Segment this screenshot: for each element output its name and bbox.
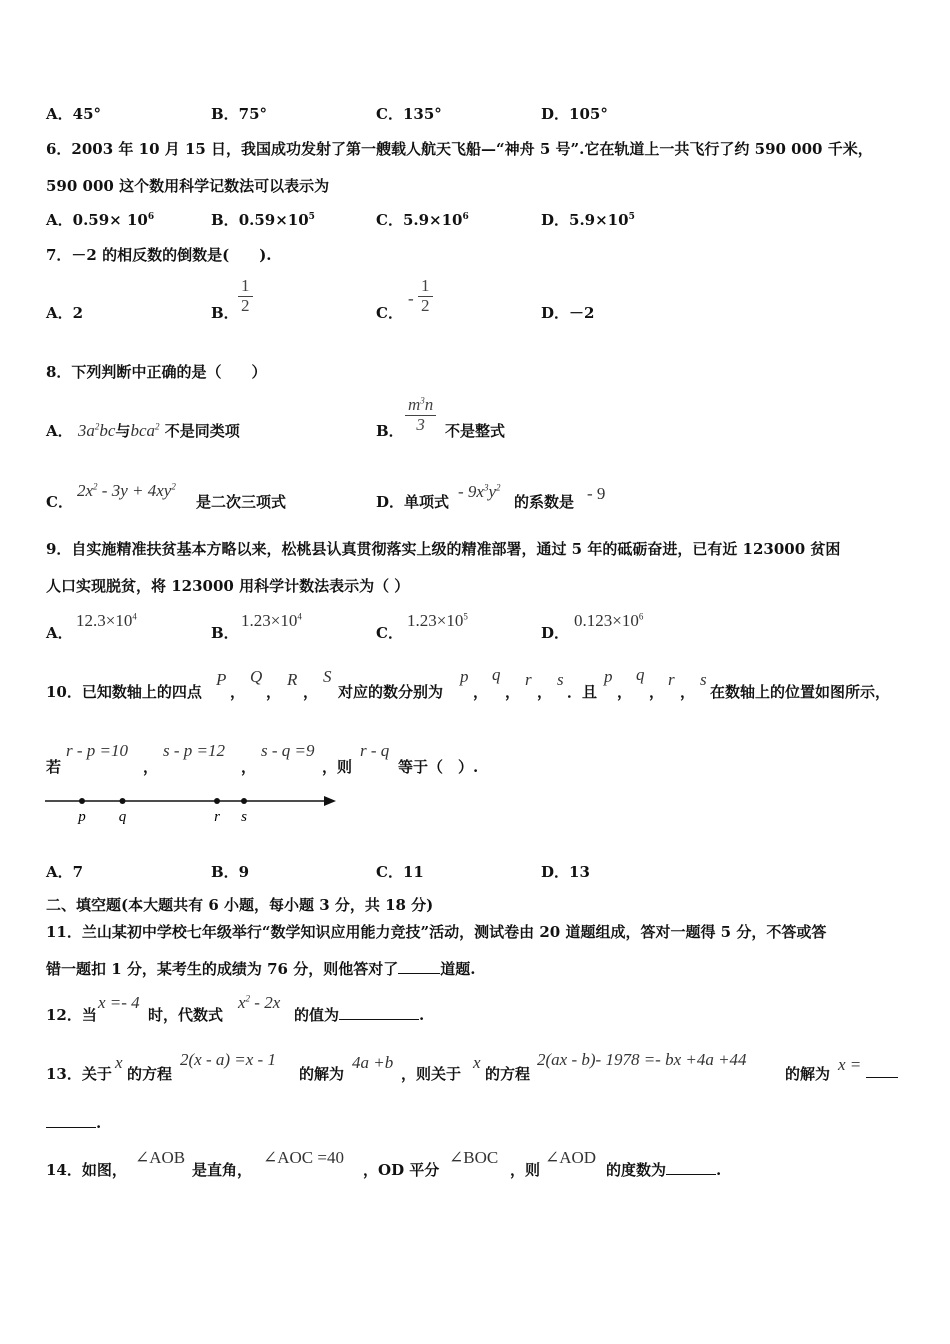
q8-option-a: A． $3a^2bc$与bca$^2$ 不是同类项 — [46, 421, 240, 440]
q10-eq3: s - q =9 — [261, 741, 315, 760]
q8-option-c-label: C． — [46, 493, 73, 511]
answer-blank[interactable] — [666, 1160, 716, 1175]
q7-option-d: D．－2 — [541, 304, 595, 322]
q9-option-b-value: $1.23\times 10^4$ — [241, 611, 302, 630]
q9-option-d-value: $0.123\times 10^6$ — [574, 611, 644, 630]
q10-comma: ， — [266, 683, 282, 701]
q8-a-expr2: bca$^2$ — [130, 421, 160, 440]
axis-label-s: s — [241, 809, 247, 825]
q10-var-s2: s — [700, 670, 707, 689]
q10-var-q2: q — [636, 665, 645, 684]
q6-stem-line1: 6．2003 年 10 月 15 日，我国成功发射了第一艘载人航天飞船—“神舟 5 号”.它在轨道上一共飞行了约 590 000 千米， — [46, 140, 873, 158]
q14-start: 14．如图， — [46, 1161, 127, 1179]
q10-var-q: q — [492, 665, 501, 684]
q10-var-p: p — [460, 667, 469, 686]
q10-point-P: P — [216, 670, 227, 689]
axis-points — [77, 798, 247, 825]
answer-blank[interactable] — [339, 1005, 419, 1020]
q10-comma: ， — [649, 683, 665, 701]
q14-angle-aod: ∠AOD — [545, 1148, 597, 1167]
axis-point-s — [241, 798, 247, 804]
q10-comma: ， — [241, 758, 257, 776]
q10-comma: ， — [505, 683, 521, 701]
q13-solution: 4a +b — [352, 1053, 394, 1072]
q6-option-d: D．$5.9\times 10^5$ — [541, 211, 635, 229]
q10-then: ，则 — [322, 758, 353, 776]
q13-start: 13．关于 — [46, 1065, 112, 1083]
q10-var-s: s — [557, 670, 564, 689]
q10-stem-end: 在数轴上的位置如图所示， — [710, 683, 891, 701]
q13-text-d: ，则关于 — [401, 1065, 462, 1083]
q10-if: 若 — [46, 758, 62, 776]
q10-point-R: R — [287, 670, 298, 689]
q13-var-x: x — [115, 1053, 123, 1072]
q9-stem-line1: 9．自实施精准扶贫基本方略以来，松桃县认真贯彻落实上级的精准部署，通过 5 年的砥砺奋进，已有近 123000 贫困 — [46, 540, 841, 558]
q14-text-d: ，则 — [510, 1161, 541, 1179]
q7-option-c-fraction: $\frac{1}{2}$ — [418, 277, 433, 315]
q8-option-b-tail: 不是整式 — [445, 422, 506, 440]
q5-option-a: A．45° — [46, 105, 102, 123]
q7-option-c-minus: - — [408, 289, 414, 308]
q9-option-c-value: $1.23\times 10^5$ — [407, 611, 468, 630]
q10-var-p2: p — [604, 667, 613, 686]
q5-option-c: C．135° — [376, 105, 442, 123]
q10-point-S: S — [323, 667, 332, 686]
q13-text-b: 的方程 — [127, 1065, 173, 1083]
q12-start: 12．当 — [46, 1006, 97, 1024]
q10-option-a: A．7 — [46, 863, 84, 881]
q13-equation2: 2(ax - b)- 1978 =- bx +4a +44 — [537, 1050, 747, 1069]
q10-option-b: B．9 — [211, 863, 250, 881]
q13-equation1: 2(x - a) =x - 1 — [180, 1050, 276, 1069]
axis-label-r: r — [214, 809, 220, 825]
q9-option-d-label: D． — [541, 624, 570, 642]
q11-stem-line1: 11．兰山某初中学校七年级举行“数学知识应用能力竞技”活动，测试卷由 20 道题组成，答对一题得 5 分，不答或答 — [46, 923, 827, 941]
q10-var-r2: r — [668, 670, 675, 689]
q13-x-equals: x = — [838, 1055, 862, 1074]
q13-text-c: 的解为 — [299, 1065, 345, 1083]
q8-option-d-label: D．单项式 — [376, 493, 450, 511]
q10-number-line — [40, 790, 350, 830]
q8-option-c-expr: $2x^2 - 3y + 4xy^2$ — [77, 481, 176, 500]
q8-option-d-value: - 9 — [587, 484, 606, 503]
q10-comma: ， — [680, 683, 696, 701]
q10-comma: ， — [617, 683, 633, 701]
q10-tail: 等于（ ）. — [398, 758, 479, 776]
q8-stem: 8．下列判断中正确的是（ ） — [46, 363, 267, 381]
q13-var-x2: x — [473, 1053, 481, 1072]
q10-comma: ， — [143, 758, 159, 776]
q14-angle-aob: ∠AOB — [135, 1148, 186, 1167]
axis-label-q: q — [118, 809, 127, 825]
q7-option-b-fraction: $\frac{1}{2}$ — [238, 277, 253, 315]
q9-option-a-value: $12.3\times 10^4$ — [76, 611, 137, 630]
q14-text-e: 的度数为 . — [606, 1161, 722, 1179]
q8-option-d-expr: - $9x^3y^2$ — [458, 482, 501, 501]
q14-angle-boc: ∠BOC — [449, 1148, 499, 1167]
q6-stem-line2: 590 000 这个数用科学记数法可以表示为 — [46, 177, 330, 195]
axis-label-p: p — [78, 809, 86, 825]
q10-stem-mid: 对应的数分别为 — [338, 683, 444, 701]
answer-blank[interactable] — [398, 959, 440, 974]
q8-option-c-tail: 是二次三项式 — [196, 493, 287, 511]
axis-point-q — [120, 798, 126, 804]
q9-option-c-label: C． — [376, 624, 403, 642]
q10-eq1: r - p =10 — [66, 741, 128, 760]
q11-stem-line2: 错一题扣 1 分，某考生的成绩为 76 分，则他答对了 道题. — [46, 960, 476, 978]
axis-point-p — [79, 798, 85, 804]
answer-blank[interactable] — [46, 1113, 96, 1128]
q7-option-b-label: B． — [211, 304, 239, 322]
q10-eq4: r - q — [360, 741, 390, 760]
q7-option-a: A．2 — [46, 304, 84, 322]
q10-stem-start: 10．已知数轴上的四点 — [46, 683, 202, 701]
q8-option-d-mid: 的系数是 — [514, 493, 575, 511]
q6-option-a: A．$0.59\times 10^6$ — [46, 211, 155, 229]
q5-option-d: D．105° — [541, 105, 608, 123]
q10-option-c: C．11 — [376, 863, 424, 881]
q14-text-b: 是直角， — [192, 1161, 253, 1179]
q14-text-c: ，OD 平分 — [363, 1161, 440, 1179]
q14-angle-aoc: ∠AOC =40 — [263, 1148, 344, 1167]
q13-end: . — [46, 1113, 101, 1132]
q8-a-expr1: $3a^2bc$ — [77, 421, 116, 440]
q10-comma: ， — [230, 683, 246, 701]
answer-blank[interactable] — [866, 1063, 898, 1082]
q9-option-a-label: A． — [46, 624, 73, 642]
q12-end: 的值为 . — [294, 1006, 425, 1024]
q10-point-Q: Q — [250, 667, 263, 686]
q13-text-f: 的解为 — [785, 1065, 831, 1083]
q7-stem: 7．－2 的相反数的倒数是( ). — [46, 246, 272, 264]
q10-var-r: r — [525, 670, 532, 689]
axis-arrow-icon — [324, 796, 336, 806]
q7-option-c-label: C． — [376, 304, 403, 322]
q8-option-b-label: B． — [376, 422, 404, 440]
axis-point-r — [214, 798, 220, 804]
q12-expression: $x^2 - 2x$ — [238, 993, 281, 1012]
q9-stem-line2: 人口实现脱贫，将 123000 用科学计数法表示为（ ） — [46, 577, 410, 595]
q5-option-b: B．75° — [211, 105, 268, 123]
q8-option-b-fraction: $\frac{m^3n}{3}$ — [405, 396, 436, 434]
q6-option-c: C．$5.9\times 10^6$ — [376, 211, 469, 229]
q10-comma: ， — [473, 683, 489, 701]
q10-stem-qie: ．且 — [567, 683, 598, 701]
q10-option-d: D．13 — [541, 863, 590, 881]
q10-comma: ， — [537, 683, 553, 701]
q10-comma: ， — [303, 683, 319, 701]
section-heading-fill-in: 二、填空题(本大题共有 6 小题，每小题 3 分，共 18 分) — [46, 896, 434, 914]
q12-mid: 时，代数式 — [148, 1006, 224, 1024]
q6-option-b: B．$0.59\times 10^5$ — [211, 211, 315, 229]
q10-eq2: s - p =12 — [163, 741, 225, 760]
q13-text-e: 的方程 — [485, 1065, 531, 1083]
q12-condition: x =- 4 — [98, 993, 140, 1012]
q9-option-b-label: B． — [211, 624, 239, 642]
